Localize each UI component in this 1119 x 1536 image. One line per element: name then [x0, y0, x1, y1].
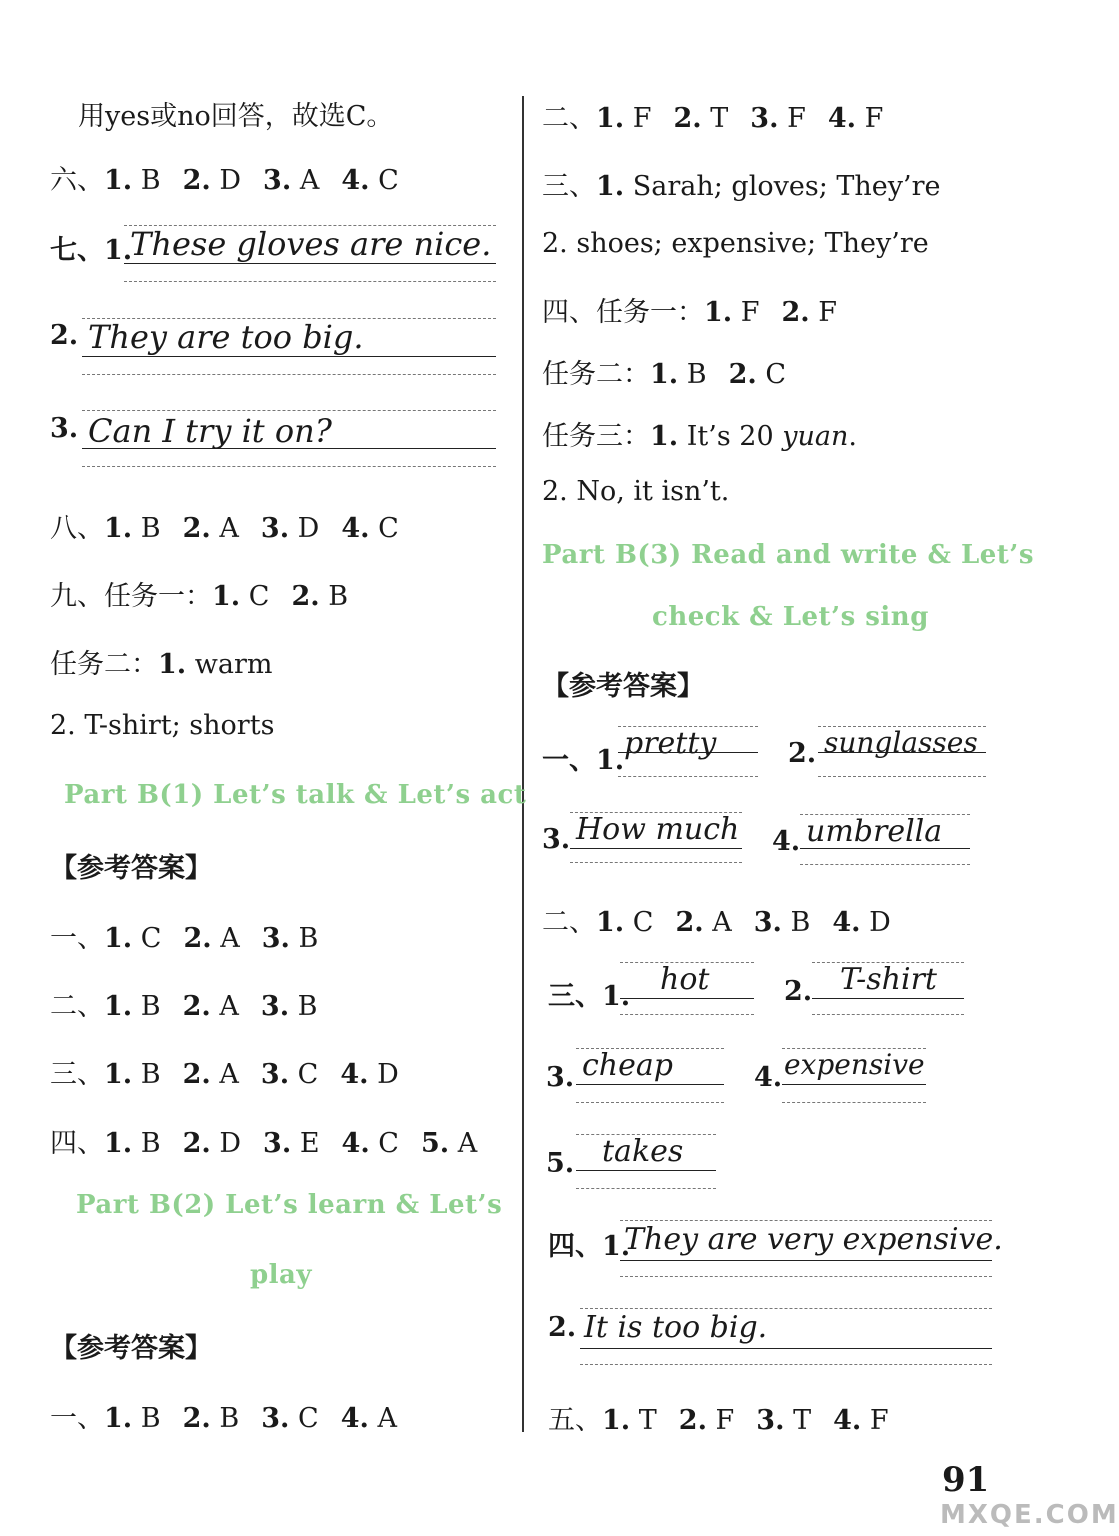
answer: 2. D — [182, 1128, 242, 1159]
answer: 1. C — [104, 923, 162, 954]
answer: 1. B — [104, 1059, 161, 1090]
q7-label: 七、 — [50, 235, 104, 266]
answer: 2. A — [182, 1059, 239, 1090]
task2-label: 任务二： — [50, 649, 158, 680]
q6-row — [50, 158, 399, 197]
answer: 4. F — [833, 1405, 889, 1436]
answer: 1. B — [104, 1128, 161, 1159]
b1-q3-row — [50, 1052, 399, 1091]
watermark-logo: MXQE.COM — [940, 1500, 1119, 1530]
answer: 3. C — [261, 1403, 319, 1434]
answer-suffix: . — [848, 421, 857, 452]
b3-q3-box-4 — [782, 1048, 926, 1104]
q9-row — [50, 574, 348, 613]
answer: 1. C — [596, 907, 654, 938]
q9-label: 九、任务一： — [50, 581, 212, 612]
b3-q3-2-num: 2. — [784, 976, 813, 1007]
q-label: 任务二： — [542, 359, 650, 390]
answer: 2. F — [678, 1405, 735, 1436]
answer: 2. A — [182, 991, 239, 1022]
r-task3-row-2: 2. No, it isn’t. — [542, 476, 730, 507]
b3-q3-3-num: 3. — [546, 1062, 575, 1093]
b3-q4-1-num — [548, 1224, 630, 1263]
b3-q3-5-num: 5. — [546, 1148, 575, 1179]
q7-answer-box-1 — [124, 225, 496, 283]
q8-row — [50, 506, 399, 545]
q-label: 二、 — [542, 907, 596, 938]
section-heading-partb3: Part B(3) Read and write & Let’s — [542, 540, 1034, 570]
section-heading-partb3-cont: check & Let’s sing — [652, 602, 929, 632]
answer: 3. D — [260, 513, 320, 544]
answer: 2. A — [182, 513, 239, 544]
item-number: 1. — [596, 745, 625, 776]
b3-q1-3-num: 3. — [542, 824, 571, 855]
handwritten-answer: They are very expensive. — [624, 1222, 1003, 1257]
section-heading-partb1: Part B(1) Let’s talk & Let’s act — [64, 780, 527, 810]
q-label: 任务三： — [542, 421, 650, 452]
handwritten-answer: takes — [602, 1134, 684, 1169]
answer: 1. B — [650, 359, 707, 390]
answer: 3. B — [260, 991, 318, 1022]
b3-q1-box-2 — [818, 726, 986, 778]
b1-q2-row — [50, 984, 318, 1023]
answer: 3. F — [750, 103, 806, 134]
answer-key-label: 【参考答案】 — [50, 1333, 212, 1364]
r-q2-row — [542, 96, 883, 135]
q8-label: 八、 — [50, 513, 104, 544]
b1-q1-row — [50, 916, 318, 955]
q-label: 三、 — [548, 981, 602, 1012]
b3-q1-box-4 — [800, 814, 970, 866]
answer: 4. C — [341, 165, 399, 196]
q-label: 四、任务一： — [542, 297, 704, 328]
b3-q1-1-num — [542, 738, 624, 777]
q6-label: 六、 — [50, 165, 104, 196]
q-label: 一、 — [542, 745, 596, 776]
answer: 2. C — [728, 359, 787, 390]
q-label: 一、 — [50, 923, 104, 954]
answer-italic: yuan — [782, 421, 849, 452]
section-heading-partb2-cont: play — [250, 1260, 313, 1290]
answer: 3. B — [261, 923, 319, 954]
handwritten-answer: It is too big. — [584, 1310, 768, 1345]
answer: 2. B — [291, 581, 349, 612]
q7-row-2-num: 2. — [50, 320, 79, 351]
r-task2-row — [542, 352, 786, 391]
b3-q3-1-num — [548, 974, 630, 1013]
answer: 2. A — [675, 907, 732, 938]
answer: 2. F — [781, 297, 838, 328]
answer-key-label: 【参考答案】 — [542, 671, 704, 702]
handwritten-answer: These gloves are nice. — [130, 225, 492, 263]
answer: 1. B — [104, 1403, 161, 1434]
answer: 4. C — [341, 513, 399, 544]
b3-q5-row — [548, 1398, 889, 1437]
answer: 1. B — [104, 991, 161, 1022]
handwritten-answer: How much — [576, 812, 740, 847]
item-number: 1. — [602, 1231, 631, 1262]
answer: 2. D — [182, 165, 242, 196]
intro-text: 用yes或no回答，故选C。 — [78, 101, 394, 132]
answer: 2. B — [182, 1403, 240, 1434]
b1-q4-row — [50, 1121, 477, 1160]
answer: 5. A — [420, 1128, 478, 1159]
answer: 2. T — [673, 103, 729, 134]
q-label: 四、 — [548, 1231, 602, 1262]
r-q3-row-2: 2. shoes; expensive; They’re — [542, 228, 929, 259]
section-heading-partb2: Part B(2) Let’s learn & Let’s — [76, 1190, 503, 1220]
answer: 4. D — [340, 1059, 399, 1090]
q7-answer-box-3 — [82, 410, 496, 468]
answer: 1. F — [704, 297, 760, 328]
q-label: 二、 — [542, 103, 596, 134]
handwritten-answer: They are too big. — [88, 318, 364, 356]
answer: 3. A — [263, 165, 320, 196]
q-label: 三、 — [50, 1059, 104, 1090]
q-label: 五、 — [548, 1405, 602, 1436]
b3-q3-box-5 — [576, 1134, 716, 1190]
b3-q3-box-3 — [576, 1048, 724, 1104]
answer: 1. C — [212, 581, 270, 612]
b3-q1-2-num: 2. — [788, 738, 817, 769]
q-label: 三、 — [542, 171, 596, 202]
column-divider — [522, 96, 524, 1432]
answer: 1. warm — [158, 649, 273, 680]
b3-q3-box-1 — [620, 962, 754, 1014]
answer: 4. A — [340, 1403, 397, 1434]
item-number: 1. — [602, 981, 631, 1012]
answer: 3. B — [753, 907, 811, 938]
answer: 4. F — [827, 103, 884, 134]
handwritten-answer: T-shirt — [840, 962, 937, 997]
item-number: 1. — [104, 235, 133, 266]
b3-q1-box-3 — [570, 812, 742, 864]
handwritten-answer: sunglasses — [824, 726, 978, 759]
task2-row — [50, 642, 273, 681]
b3-q1-4-num: 4. — [772, 826, 801, 857]
handwritten-answer: pretty — [624, 726, 717, 761]
q-label: 四、 — [50, 1128, 104, 1159]
handwritten-answer: umbrella — [806, 814, 943, 849]
q7-answer-box-2 — [82, 318, 496, 376]
r-task3-row-1 — [542, 414, 857, 453]
answer: 2. A — [183, 923, 240, 954]
b3-q4-box-1 — [620, 1220, 1003, 1278]
page-number: 91 — [942, 1460, 990, 1500]
b3-q3-box-2 — [812, 962, 964, 1014]
answer: 1. B — [104, 165, 161, 196]
answer: 3. E — [263, 1128, 320, 1159]
answer: 4. C — [341, 1128, 399, 1159]
q-label: 一、 — [50, 1403, 104, 1434]
b3-q4-2-num: 2. — [548, 1312, 577, 1343]
handwritten-answer: Can I try it on? — [88, 412, 332, 450]
answer: 1. T — [602, 1405, 657, 1436]
handwritten-answer: hot — [660, 962, 710, 997]
task2-row-2: 2. T-shirt; shorts — [50, 710, 275, 741]
answer-prefix: 1. It’s 20 — [650, 421, 783, 452]
r-q3-row-1 — [542, 164, 940, 203]
b3-q4-box-2 — [580, 1308, 992, 1366]
b2-q1-row — [50, 1396, 397, 1435]
r-q4-row — [542, 290, 837, 329]
q7-row-1-num — [50, 228, 132, 267]
answer: 1. F — [596, 103, 652, 134]
answer: 3. T — [756, 1405, 812, 1436]
answer: 4. D — [832, 907, 891, 938]
handwritten-answer: cheap — [582, 1048, 673, 1083]
b3-q2-row — [542, 900, 891, 939]
answer: 1. B — [104, 513, 161, 544]
q-label: 二、 — [50, 991, 104, 1022]
b3-q3-4-num: 4. — [754, 1062, 783, 1093]
answer: 1. Sarah; gloves; They’re — [596, 171, 941, 202]
b3-q1-box-1 — [618, 726, 758, 778]
handwritten-answer: expensive — [784, 1048, 925, 1081]
answer-key-label: 【参考答案】 — [50, 853, 212, 884]
answer: 3. C — [260, 1059, 319, 1090]
q7-row-3-num: 3. — [50, 413, 79, 444]
